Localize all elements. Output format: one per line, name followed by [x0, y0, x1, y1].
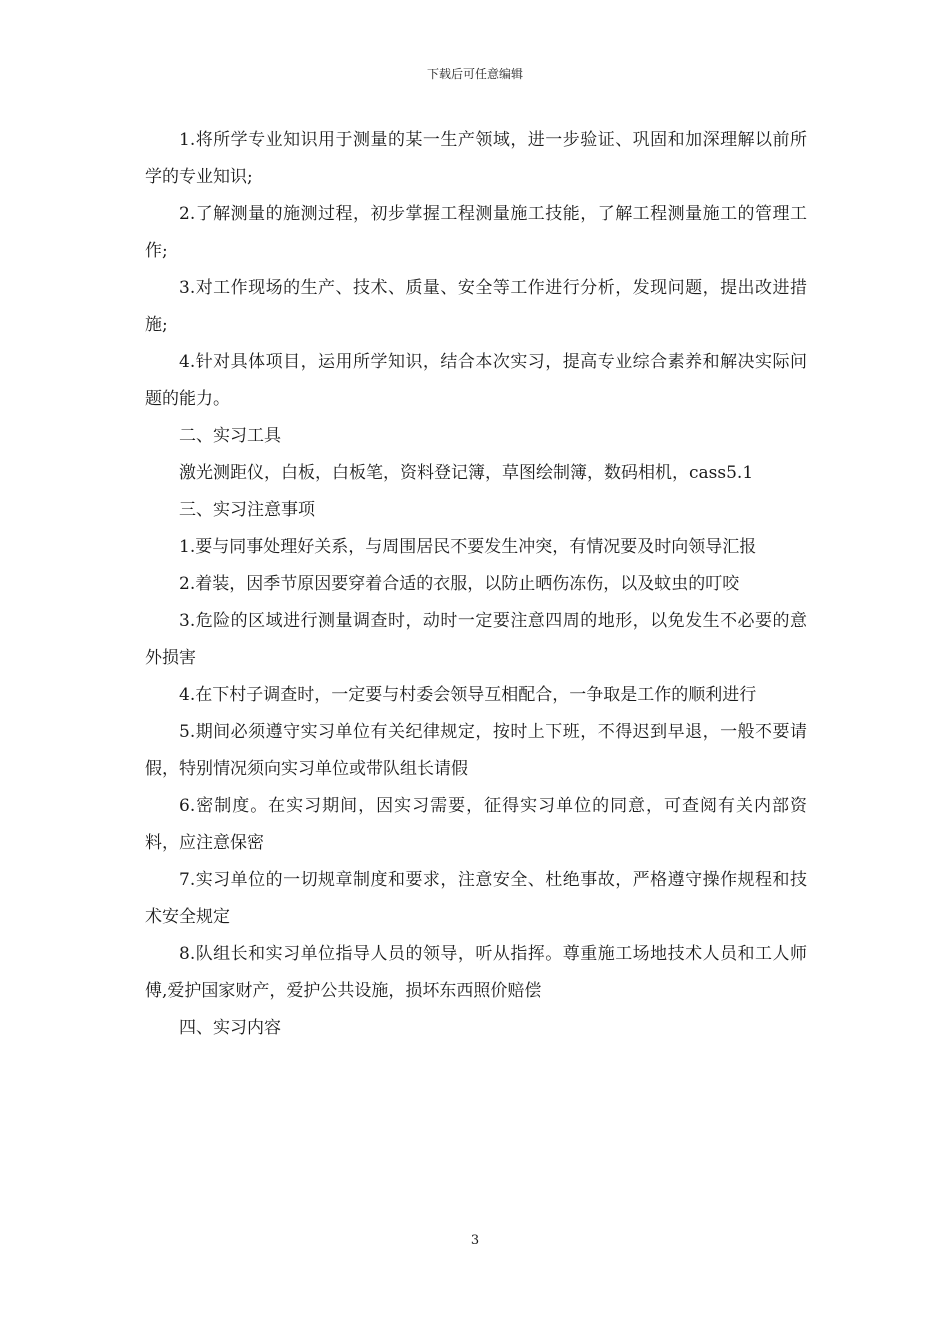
precaution-item-5: 5.期间必须遵守实习单位有关纪律规定，按时上下班，不得迟到早退，一般不要请假，特别情况须向实习单位或带队组长请假 [145, 722, 807, 779]
section-heading-tools: 二、实习工具 [179, 426, 281, 446]
goal-item-1: 1.将所学专业知识用于测量的某一生产领域，进一步验证、巩固和加深理解以前所学的专业知识; [145, 130, 807, 187]
precaution-item-2: 2.着装，因季节原因要穿着合适的衣服，以防止晒伤冻伤，以及蚊虫的叮咬 [179, 574, 740, 594]
precaution-item-4: 4.在下村子调查时，一定要与村委会领导互相配合，一争取是工作的顺利进行 [179, 685, 757, 705]
goal-item-2: 2.了解测量的施测过程，初步掌握工程测量施工技能，了解工程测量施工的管理工作; [145, 204, 807, 261]
page-header: 下载后可任意编辑 [426, 67, 523, 81]
document-body [145, 122, 807, 1047]
goal-item-4: 4.针对具体项目，运用所学知识，结合本次实习，提高专业综合素养和解决实际问题的能力。 [145, 352, 807, 409]
goal-item-3: 3.对工作现场的生产、技术、质量、安全等工作进行分析，发现问题，提出改进措施; [145, 278, 807, 335]
page-number: 3 [470, 1233, 480, 1248]
section-heading-content: 四、实习内容 [179, 1018, 281, 1038]
section-heading-precautions: 三、实习注意事项 [179, 500, 315, 520]
precaution-item-8: 8.队组长和实习单位指导人员的领导，听从指挥。尊重施工场地技术人员和工人师傅,爱护国家财产，爱护公共设施，损坏东西照价赔偿 [145, 944, 807, 1001]
precaution-item-7: 7.实习单位的一切规章制度和要求，注意安全、杜绝事故，严格遵守操作规程和技术安全规定 [145, 870, 807, 927]
precaution-item-1: 1.要与同事处理好关系，与周围居民不要发生冲突，有情况要及时向领导汇报 [179, 537, 757, 557]
tools-list: 激光测距仪，白板，白板笔，资料登记簿，草图绘制簿，数码相机，cass5.1 [179, 463, 754, 483]
precaution-item-6: 6.密制度。在实习期间，因实习需要，征得实习单位的同意，可查阅有关内部资料，应注意保密 [145, 796, 807, 853]
precaution-item-3: 3.危险的区域进行测量调查时，动时一定要注意四周的地形，以免发生不必要的意外损害 [145, 611, 807, 668]
